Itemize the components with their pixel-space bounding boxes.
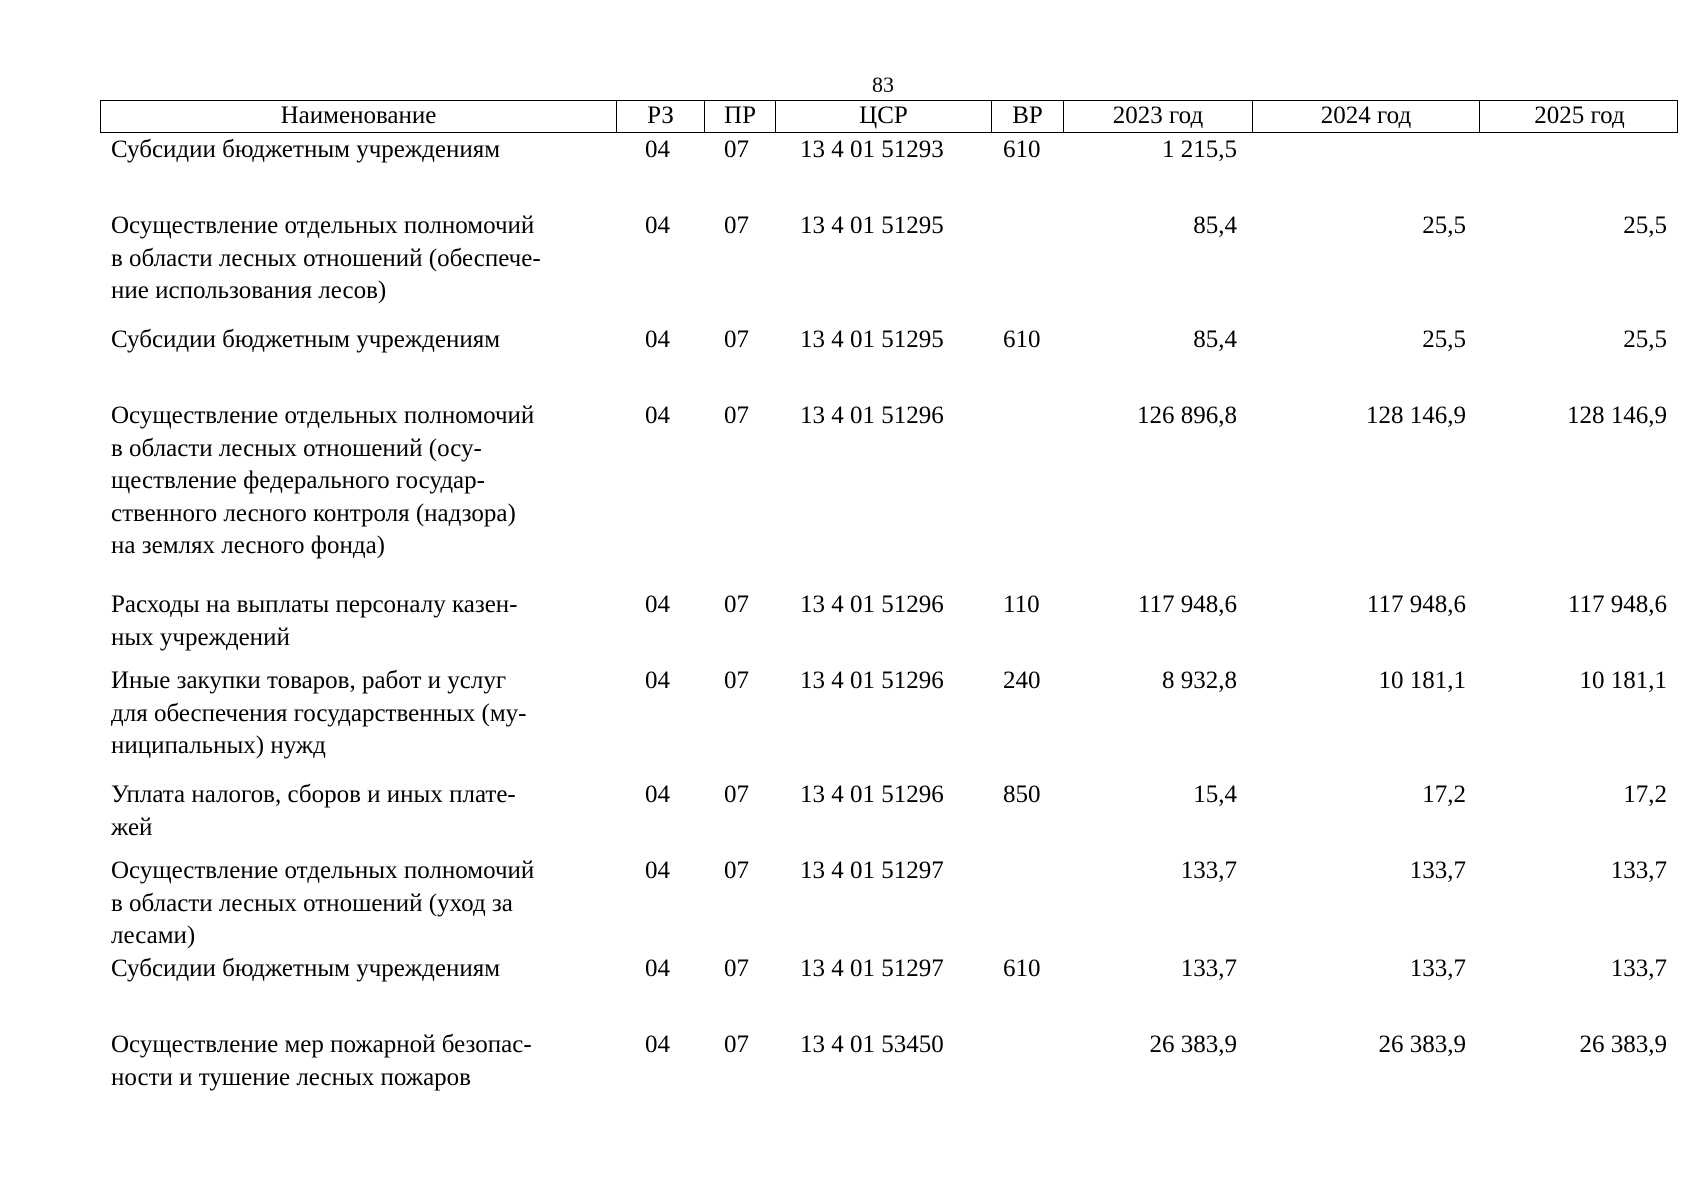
cell-pr: 07: [724, 857, 749, 884]
cell-year-2025: 133,7: [1610, 857, 1667, 884]
cell-pr: 07: [724, 781, 749, 808]
cell-year-2023: 8 932,8: [1162, 667, 1237, 694]
cell-csr: 13 4 01 51297: [800, 857, 944, 884]
cell-year-2025: 25,5: [1623, 326, 1667, 353]
cell-csr: 13 4 01 51297: [800, 955, 944, 982]
cell-year-2024: 25,5: [1422, 326, 1466, 353]
cell-name: Субсидии бюджетным учреждениям: [111, 136, 501, 163]
cell-vr: 610: [1003, 136, 1041, 163]
cell-year-2023: 26 383,9: [1149, 1031, 1237, 1058]
cell-rz: 04: [645, 955, 670, 982]
cell-rz: 04: [645, 212, 670, 239]
cell-year-2023: 133,7: [1180, 955, 1237, 982]
cell-rz: 04: [645, 857, 670, 884]
cell-name: Осуществление отдельных полномочий в области лесных отношений (обеспече- ние использования лесов): [111, 212, 541, 304]
cell-year-2025: 17,2: [1623, 781, 1667, 808]
cell-year-2023: 126 896,8: [1137, 402, 1237, 429]
cell-name: Осуществление отдельных полномочий в области лесных отношений (осу- ществление федерального государ- ственного лесного контроля (надзора) на землях лесного фонда): [111, 402, 535, 559]
cell-vr: 850: [1003, 781, 1041, 808]
cell-rz: 04: [645, 781, 670, 808]
cell-year-2023: 15,4: [1193, 781, 1237, 808]
cell-year-2023: 1 215,5: [1162, 136, 1237, 163]
cell-csr: 13 4 01 51295: [800, 326, 944, 353]
cell-year-2025: 128 146,9: [1567, 402, 1667, 429]
cell-vr: 610: [1003, 955, 1041, 982]
cell-pr: 07: [724, 136, 749, 163]
cell-pr: 07: [724, 212, 749, 239]
cell-year-2025: 26 383,9: [1579, 1031, 1667, 1058]
cell-csr: 13 4 01 51296: [800, 402, 944, 429]
cell-rz: 04: [645, 402, 670, 429]
cell-rz: 04: [645, 591, 670, 618]
cell-rz: 04: [645, 667, 670, 694]
cell-year-2023: 117 948,6: [1137, 591, 1237, 618]
cell-year-2025: 25,5: [1623, 212, 1667, 239]
cell-year-2024: 25,5: [1422, 212, 1466, 239]
cell-name: Иные закупки товаров, работ и услуг для обеспечения государственных (му- ниципальных) нужд: [111, 667, 527, 759]
cell-csr: 13 4 01 51296: [800, 781, 944, 808]
cell-vr: 240: [1003, 667, 1041, 694]
cell-csr: 13 4 01 51296: [800, 591, 944, 618]
cell-csr: 13 4 01 51296: [800, 667, 944, 694]
cell-csr: 13 4 01 53450: [800, 1031, 944, 1058]
cell-year-2024: 133,7: [1409, 955, 1466, 982]
cell-rz: 04: [645, 136, 670, 163]
cell-pr: 07: [724, 1031, 749, 1058]
header-csr: ЦСР: [776, 101, 992, 132]
cell-vr: 610: [1003, 326, 1041, 353]
cell-year-2025: 133,7: [1610, 955, 1667, 982]
header-rz: РЗ: [617, 101, 705, 132]
cell-year-2024: 133,7: [1409, 857, 1466, 884]
header-vr: ВР: [992, 101, 1064, 132]
cell-name: Субсидии бюджетным учреждениям: [111, 955, 501, 982]
cell-rz: 04: [645, 1031, 670, 1058]
cell-name: Уплата налогов, сборов и иных плате- жей: [111, 781, 516, 841]
cell-year-2024: 117 948,6: [1366, 591, 1466, 618]
cell-pr: 07: [724, 955, 749, 982]
header-2024: 2024 год: [1253, 101, 1480, 132]
cell-year-2025: 117 948,6: [1567, 591, 1667, 618]
header-2023: 2023 год: [1064, 101, 1253, 132]
cell-year-2025: 10 181,1: [1579, 667, 1667, 694]
cell-csr: 13 4 01 51295: [800, 212, 944, 239]
cell-pr: 07: [724, 591, 749, 618]
cell-pr: 07: [724, 667, 749, 694]
cell-name: Осуществление отдельных полномочий в области лесных отношений (уход за лесами): [111, 857, 535, 949]
cell-pr: 07: [724, 402, 749, 429]
header-name: Наименование: [101, 101, 617, 132]
cell-year-2024: 17,2: [1422, 781, 1466, 808]
cell-year-2024: 26 383,9: [1378, 1031, 1466, 1058]
cell-vr: 110: [1003, 591, 1040, 618]
cell-year-2023: 133,7: [1180, 857, 1237, 884]
cell-name: Субсидии бюджетным учреждениям: [111, 326, 501, 353]
cell-year-2023: 85,4: [1193, 326, 1237, 353]
cell-year-2024: 10 181,1: [1378, 667, 1466, 694]
cell-name: Осуществление мер пожарной безопас- ности и тушение лесных пожаров: [111, 1031, 532, 1091]
cell-pr: 07: [724, 326, 749, 353]
page-number: 83: [872, 72, 894, 97]
header-pr: ПР: [705, 101, 776, 132]
cell-csr: 13 4 01 51293: [800, 136, 944, 163]
cell-year-2023: 85,4: [1193, 212, 1237, 239]
cell-rz: 04: [645, 326, 670, 353]
cell-name: Расходы на выплаты персоналу казен- ных учреждений: [111, 591, 518, 651]
cell-year-2024: 128 146,9: [1366, 402, 1466, 429]
header-2025: 2025 год: [1534, 102, 1625, 129]
